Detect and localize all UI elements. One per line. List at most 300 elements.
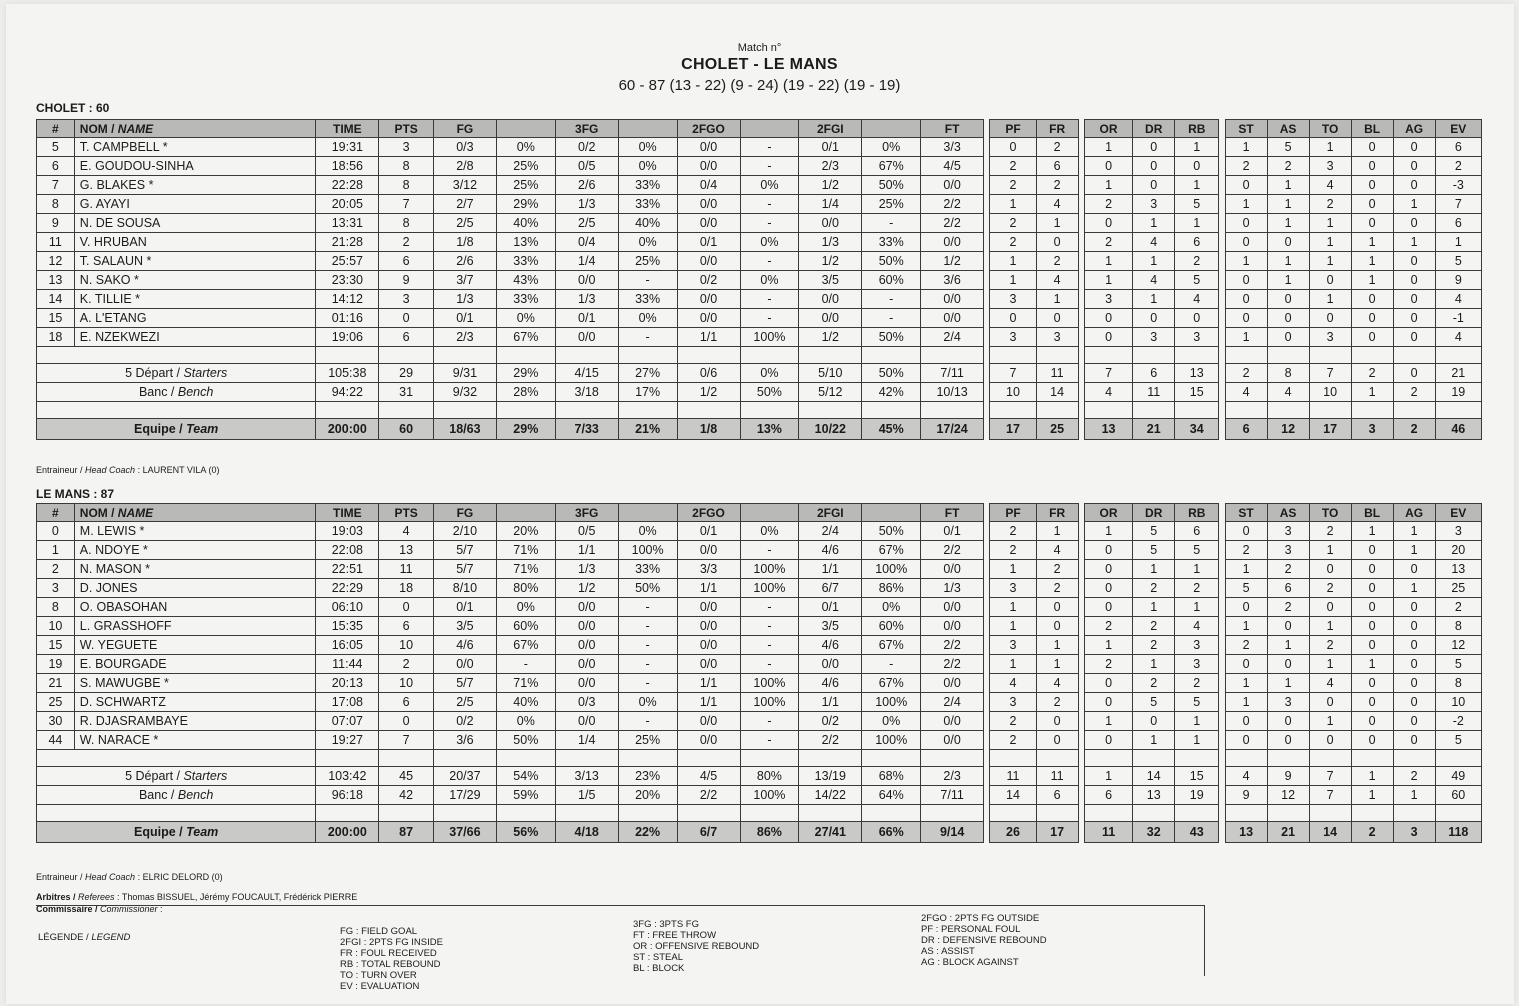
stat-cell: 50% — [862, 364, 921, 383]
stat-cell: 0% — [618, 138, 677, 157]
stat-cell: 1 — [1175, 598, 1219, 617]
stat-cell: 3 — [1351, 419, 1393, 440]
blank-cell — [1267, 402, 1309, 419]
stat-cell: 0/3 — [433, 138, 496, 157]
stat-cell: 1 — [1393, 522, 1435, 541]
stat-cell: 1/3 — [555, 290, 618, 309]
stat-cell: 3 — [1133, 195, 1175, 214]
stat-cell: 6/7 — [799, 579, 862, 598]
stat-cell: 3/13 — [555, 767, 618, 786]
stat-cell: 1/1 — [799, 693, 862, 712]
stat-cell: - — [740, 309, 799, 328]
stat-cell: 11 — [990, 767, 1036, 786]
stat-cell: 1 — [990, 252, 1036, 271]
stat-cell: 2/5 — [433, 693, 496, 712]
header-row — [37, 120, 1482, 138]
player-number: 8 — [37, 195, 75, 214]
stat-cell: 5/7 — [433, 560, 496, 579]
blank-cell — [677, 347, 740, 364]
legend-item: AS : ASSIST — [921, 946, 975, 957]
stat-cell: 1 — [1267, 195, 1309, 214]
stat-cell: 87 — [379, 822, 434, 843]
stat-cell: 8 — [379, 214, 434, 233]
stat-cell: - — [496, 655, 555, 674]
stat-cell: 0% — [496, 712, 555, 731]
stat-cell: 0% — [740, 271, 799, 290]
stat-cell: 105:38 — [316, 364, 379, 383]
stat-cell: 4 — [1309, 176, 1351, 195]
stat-cell: 33% — [862, 233, 921, 252]
column-header-name — [74, 504, 316, 522]
stat-cell: 0 — [379, 598, 434, 617]
stat-cell: 1 — [1225, 138, 1267, 157]
stat-cell: 1 — [1267, 214, 1309, 233]
stat-cell: 13% — [496, 233, 555, 252]
player-number: 25 — [37, 693, 75, 712]
stat-cell: 43% — [496, 271, 555, 290]
stat-cell: 6 — [379, 328, 434, 347]
stat-cell: 1 — [1309, 138, 1351, 157]
blank-cell — [921, 402, 984, 419]
player-name: A. NDOYE * — [74, 541, 316, 560]
stat-cell: 1 — [1084, 522, 1132, 541]
stat-cell: 1 — [990, 598, 1036, 617]
stat-cell: 0/1 — [433, 309, 496, 328]
stat-cell: 2/2 — [921, 655, 984, 674]
stat-cell: 1 — [1084, 176, 1132, 195]
stat-cell: 1 — [1351, 655, 1393, 674]
stat-cell: 1 — [1267, 252, 1309, 271]
stat-cell: 27% — [618, 364, 677, 383]
stat-cell: 7 — [379, 195, 434, 214]
stat-cell: 3/5 — [433, 617, 496, 636]
stat-cell: 6 — [379, 617, 434, 636]
player-number: 15 — [37, 636, 75, 655]
blank-cell — [1267, 347, 1309, 364]
stat-cell: 3 — [1267, 693, 1309, 712]
column-header: FR — [1036, 120, 1078, 138]
stat-cell: 07:07 — [316, 712, 379, 731]
stat-cell: 1/1 — [555, 541, 618, 560]
stat-cell: 1/2 — [799, 252, 862, 271]
player-number: 15 — [37, 309, 75, 328]
score-line: 60 - 87 (13 - 22) (9 - 24) (19 - 22) (19 - 19) — [618, 77, 901, 94]
stat-cell: 2 — [1084, 233, 1132, 252]
stat-cell: 2 — [1133, 579, 1175, 598]
player-name: E. NZEKWEZI — [74, 328, 316, 347]
head-coach-le-mans: Entraineur / Head Coach : ELRIC DELORD (0) — [36, 872, 223, 882]
stat-cell: 1 — [1351, 786, 1393, 805]
stat-cell: 1 — [1133, 560, 1175, 579]
stat-cell: 14:12 — [316, 290, 379, 309]
player-number: 2 — [37, 560, 75, 579]
stat-cell: 40% — [496, 693, 555, 712]
stat-cell: 3 — [1435, 522, 1481, 541]
stat-cell: 12 — [1267, 419, 1309, 440]
blank-cell — [618, 750, 677, 767]
stat-cell: - — [862, 309, 921, 328]
stat-cell: 67% — [862, 157, 921, 176]
column-header: PTS — [379, 120, 434, 138]
stat-cell: 4 — [1175, 617, 1219, 636]
stat-cell: 1/3 — [921, 579, 984, 598]
stat-cell: 6 — [1036, 157, 1078, 176]
stat-cell: 1 — [1351, 271, 1393, 290]
blank-cell — [799, 750, 862, 767]
stat-cell: 0% — [740, 364, 799, 383]
team-label-cholet: CHOLET : 60 — [36, 101, 110, 115]
blank-cell — [1133, 402, 1175, 419]
stat-cell: 3 — [1133, 328, 1175, 347]
stat-cell: 4 — [1225, 383, 1267, 402]
stat-cell: 0 — [1351, 328, 1393, 347]
stat-cell: 2/2 — [677, 786, 740, 805]
blank-cell — [1175, 805, 1219, 822]
starters-row-label-en: Starters — [183, 769, 228, 783]
stat-cell: 1 — [1267, 176, 1309, 195]
stat-cell: 71% — [496, 674, 555, 693]
stat-cell: 0 — [1393, 560, 1435, 579]
blank-cell — [1175, 347, 1219, 364]
stat-cell: 20 — [1435, 541, 1481, 560]
blank-cell — [37, 805, 316, 822]
bench-row — [37, 383, 1482, 402]
player-row — [37, 522, 1482, 541]
blank-cell — [1175, 402, 1219, 419]
stat-cell: 9 — [1267, 767, 1309, 786]
legend-item: PF : PERSONAL FOUL — [921, 924, 1021, 935]
stat-cell: 1 — [1175, 176, 1219, 195]
stat-cell: - — [740, 712, 799, 731]
stat-cell: 3 — [1175, 655, 1219, 674]
stat-cell: 8 — [1435, 674, 1481, 693]
stat-cell: 67% — [496, 636, 555, 655]
blank-cell — [862, 805, 921, 822]
stat-cell: 2 — [1175, 252, 1219, 271]
stat-cell: 1 — [1309, 712, 1351, 731]
stat-cell: 103:42 — [316, 767, 379, 786]
blank-cell — [1435, 750, 1481, 767]
stat-cell: 100% — [862, 560, 921, 579]
stat-cell: 2 — [1351, 822, 1393, 843]
stat-cell: 0 — [1351, 195, 1393, 214]
blank-cell — [1435, 402, 1481, 419]
stat-cell: 0 — [1351, 598, 1393, 617]
blank-cell — [677, 750, 740, 767]
stat-cell: 100% — [740, 786, 799, 805]
stat-cell: 200:00 — [316, 419, 379, 440]
player-row — [37, 233, 1482, 252]
stat-cell: 1/8 — [677, 419, 740, 440]
column-header: FG — [433, 120, 496, 138]
starters-row-label — [37, 364, 316, 383]
stat-cell: 4 — [1036, 195, 1078, 214]
stat-cell: 7 — [1435, 195, 1481, 214]
player-number: 3 — [37, 579, 75, 598]
stat-cell: 5/10 — [799, 364, 862, 383]
stat-cell: 0/0 — [677, 138, 740, 157]
stat-cell: 8 — [379, 176, 434, 195]
stat-cell: 0 — [1393, 214, 1435, 233]
blank-cell — [799, 402, 862, 419]
column-header-name-en: NAME — [117, 505, 154, 520]
blank-cell — [316, 347, 379, 364]
stat-cell: 0 — [1084, 693, 1132, 712]
stat-cell: 2/2 — [921, 214, 984, 233]
blank-cell — [677, 805, 740, 822]
stat-cell: 13 — [1133, 786, 1175, 805]
stat-cell: 5 — [1133, 693, 1175, 712]
stat-cell: 0/0 — [799, 309, 862, 328]
blank-cell — [990, 750, 1036, 767]
stat-cell: 10 — [990, 383, 1036, 402]
stat-cell: 0/0 — [555, 598, 618, 617]
stat-cell: 0 — [1351, 309, 1393, 328]
head-coach-cholet: Entraineur / Head Coach : LAURENT VILA (0) — [36, 465, 220, 475]
stat-cell: 14 — [1133, 767, 1175, 786]
stat-cell: 0/0 — [677, 712, 740, 731]
stat-cell: 17/29 — [433, 786, 496, 805]
stat-cell: 86% — [740, 822, 799, 843]
stat-cell: 1 — [1393, 786, 1435, 805]
legend-item: 2FGI : 2PTS FG INSIDE — [340, 937, 443, 948]
stat-cell: 3 — [990, 636, 1036, 655]
stat-cell: 29% — [496, 419, 555, 440]
stat-cell: 17/24 — [921, 419, 984, 440]
blank-cell — [379, 402, 434, 419]
stat-cell: 0/2 — [433, 712, 496, 731]
stat-cell: 20/37 — [433, 767, 496, 786]
stat-cell: 54% — [496, 767, 555, 786]
stat-cell: 1/3 — [433, 290, 496, 309]
stat-cell: 2 — [1225, 157, 1267, 176]
blank-cell — [1393, 750, 1435, 767]
stat-cell: 0% — [496, 309, 555, 328]
stat-cell: 2/7 — [433, 195, 496, 214]
blank-cell — [862, 402, 921, 419]
stat-cell: 0 — [1393, 252, 1435, 271]
stat-cell: 1 — [1267, 636, 1309, 655]
blank-cell — [1309, 402, 1351, 419]
player-number: 18 — [37, 328, 75, 347]
stat-cell: 0 — [1036, 731, 1078, 750]
stat-cell: 0/0 — [921, 233, 984, 252]
stat-cell: 37/66 — [433, 822, 496, 843]
player-number: 13 — [37, 271, 75, 290]
stat-cell: 6 — [1435, 214, 1481, 233]
stat-cell: 0/1 — [677, 522, 740, 541]
column-header: 2FGI — [799, 120, 862, 138]
stat-cell: 18/63 — [433, 419, 496, 440]
stat-cell: 1 — [1351, 233, 1393, 252]
stat-cell: 0 — [1084, 560, 1132, 579]
team-total-row-label — [37, 419, 316, 440]
legend-column-2 — [633, 919, 759, 974]
stat-cell: 1/2 — [799, 176, 862, 195]
stat-cell: 0 — [1225, 176, 1267, 195]
stat-cell: 5 — [1435, 731, 1481, 750]
team-label-le-mans: LE MANS : 87 — [36, 487, 115, 501]
stat-cell: 9/31 — [433, 364, 496, 383]
legend-item: FG : FIELD GOAL — [340, 926, 418, 937]
stat-cell: 3/6 — [433, 731, 496, 750]
stat-cell: 0 — [1084, 309, 1132, 328]
stat-cell: 67% — [862, 636, 921, 655]
stat-cell: 1 — [1309, 252, 1351, 271]
stat-cell: 2 — [1435, 157, 1481, 176]
stat-cell: 9 — [1435, 271, 1481, 290]
column-header — [618, 504, 677, 522]
stat-cell: 0 — [379, 309, 434, 328]
stat-cell: 33% — [618, 290, 677, 309]
blank-cell — [1309, 750, 1351, 767]
player-row — [37, 541, 1482, 560]
stat-cell: 0 — [1351, 176, 1393, 195]
blank-cell — [1435, 805, 1481, 822]
stat-cell: 0% — [618, 233, 677, 252]
column-header: FT — [921, 120, 984, 138]
stat-cell: 0 — [1309, 731, 1351, 750]
stat-cell: 29% — [496, 195, 555, 214]
stat-cell: 1 — [1225, 252, 1267, 271]
stat-cell: 4 — [1133, 271, 1175, 290]
column-header: TO — [1309, 504, 1351, 522]
stat-cell: 0 — [1036, 598, 1078, 617]
stat-cell: 3 — [990, 693, 1036, 712]
stat-cell: 1 — [1309, 655, 1351, 674]
stat-cell: 0 — [1133, 712, 1175, 731]
stat-cell: 19 — [1435, 383, 1481, 402]
stat-cell: 22:29 — [316, 579, 379, 598]
stat-cell: - — [740, 598, 799, 617]
stat-cell: 67% — [862, 541, 921, 560]
column-header: TO — [1309, 120, 1351, 138]
stat-cell: 0 — [1393, 271, 1435, 290]
blank-cell — [433, 402, 496, 419]
stat-cell: 4/6 — [433, 636, 496, 655]
player-number: 10 — [37, 617, 75, 636]
blank-cell — [1133, 347, 1175, 364]
legend-item: OR : OFFENSIVE REBOUND — [633, 941, 760, 952]
stat-cell: 0 — [1225, 598, 1267, 617]
stat-cell: 0 — [1351, 560, 1393, 579]
stat-cell: 2 — [1175, 579, 1219, 598]
stat-cell: 0/0 — [555, 617, 618, 636]
stat-cell: 1 — [1393, 541, 1435, 560]
stat-cell: 26 — [990, 822, 1036, 843]
player-name: G. BLAKES * — [74, 176, 316, 195]
stat-cell: - — [740, 617, 799, 636]
stat-cell: 1 — [1393, 233, 1435, 252]
stat-cell: 10 — [379, 674, 434, 693]
blank-cell — [618, 402, 677, 419]
stat-cell: 42 — [379, 786, 434, 805]
bench-row-label-en: Bench — [177, 788, 214, 802]
header-row — [37, 504, 1482, 522]
stat-cell: 2/2 — [799, 731, 862, 750]
stat-cell: 7 — [990, 364, 1036, 383]
stat-cell: 0 — [1225, 309, 1267, 328]
stat-cell: 22% — [618, 822, 677, 843]
stat-cell: 4 — [990, 674, 1036, 693]
stat-cell: 10/22 — [799, 419, 862, 440]
stat-cell: 4 — [1175, 290, 1219, 309]
stat-cell: 0 — [1036, 617, 1078, 636]
stat-cell: 9 — [1225, 786, 1267, 805]
stat-cell: 21 — [1267, 822, 1309, 843]
stat-cell: 1 — [1393, 195, 1435, 214]
stat-cell: 0/0 — [433, 655, 496, 674]
stat-cell: - — [618, 712, 677, 731]
stat-cell: 5 — [1435, 655, 1481, 674]
player-name: V. HRUBAN — [74, 233, 316, 252]
stat-cell: 0/0 — [677, 290, 740, 309]
stat-cell: 2/8 — [433, 157, 496, 176]
player-number: 5 — [37, 138, 75, 157]
player-name: R. DJASRAMBAYE — [74, 712, 316, 731]
stat-cell: 1 — [1351, 767, 1393, 786]
stat-cell: 2 — [1267, 598, 1309, 617]
stat-cell: 71% — [496, 541, 555, 560]
player-row — [37, 214, 1482, 233]
stat-cell: 50% — [862, 252, 921, 271]
stat-cell: 0% — [740, 233, 799, 252]
stat-cell: 0/1 — [921, 522, 984, 541]
stat-cell: 4 — [1036, 541, 1078, 560]
legend-item: FT : FREE THROW — [633, 930, 717, 941]
stat-cell: 17 — [990, 419, 1036, 440]
column-header: OR — [1084, 504, 1132, 522]
stat-cell: 71% — [496, 560, 555, 579]
stat-cell: 3 — [1393, 822, 1435, 843]
stat-cell: 21 — [1133, 419, 1175, 440]
stat-cell: 0 — [1351, 731, 1393, 750]
stat-cell: 21% — [618, 419, 677, 440]
stat-cell: 0 — [1393, 712, 1435, 731]
stat-cell: 2/6 — [433, 252, 496, 271]
player-row — [37, 195, 1482, 214]
bench-row-label-fr: Banc / — [138, 788, 178, 802]
blank-cell — [1435, 347, 1481, 364]
stat-cell: 1 — [990, 560, 1036, 579]
column-header — [862, 120, 921, 138]
blank-cell — [379, 347, 434, 364]
stat-cell: 0 — [1225, 522, 1267, 541]
column-header: OR — [1084, 120, 1132, 138]
stat-cell: 7 — [1309, 364, 1351, 383]
stat-cell: 18:56 — [316, 157, 379, 176]
stat-cell: 2 — [990, 541, 1036, 560]
blank-cell — [618, 347, 677, 364]
stat-cell: 0 — [1267, 712, 1309, 731]
blank-cell — [1351, 750, 1393, 767]
stat-cell: 0 — [1036, 712, 1078, 731]
stat-cell: 0 — [1084, 598, 1132, 617]
stat-cell: 0 — [1393, 636, 1435, 655]
stat-cell: 19:03 — [316, 522, 379, 541]
stat-cell: 1 — [1225, 674, 1267, 693]
stat-cell: 12 — [1435, 636, 1481, 655]
stat-cell: 13 — [1084, 419, 1132, 440]
stat-cell: 0 — [1351, 579, 1393, 598]
stat-cell: 1 — [1393, 579, 1435, 598]
stat-cell: 33% — [618, 560, 677, 579]
stat-cell: 1 — [1267, 674, 1309, 693]
stat-cell: 2 — [990, 712, 1036, 731]
stat-cell: 9/14 — [921, 822, 984, 843]
team-total-row-label-en: Team — [186, 825, 219, 839]
stat-cell: 4 — [1036, 674, 1078, 693]
